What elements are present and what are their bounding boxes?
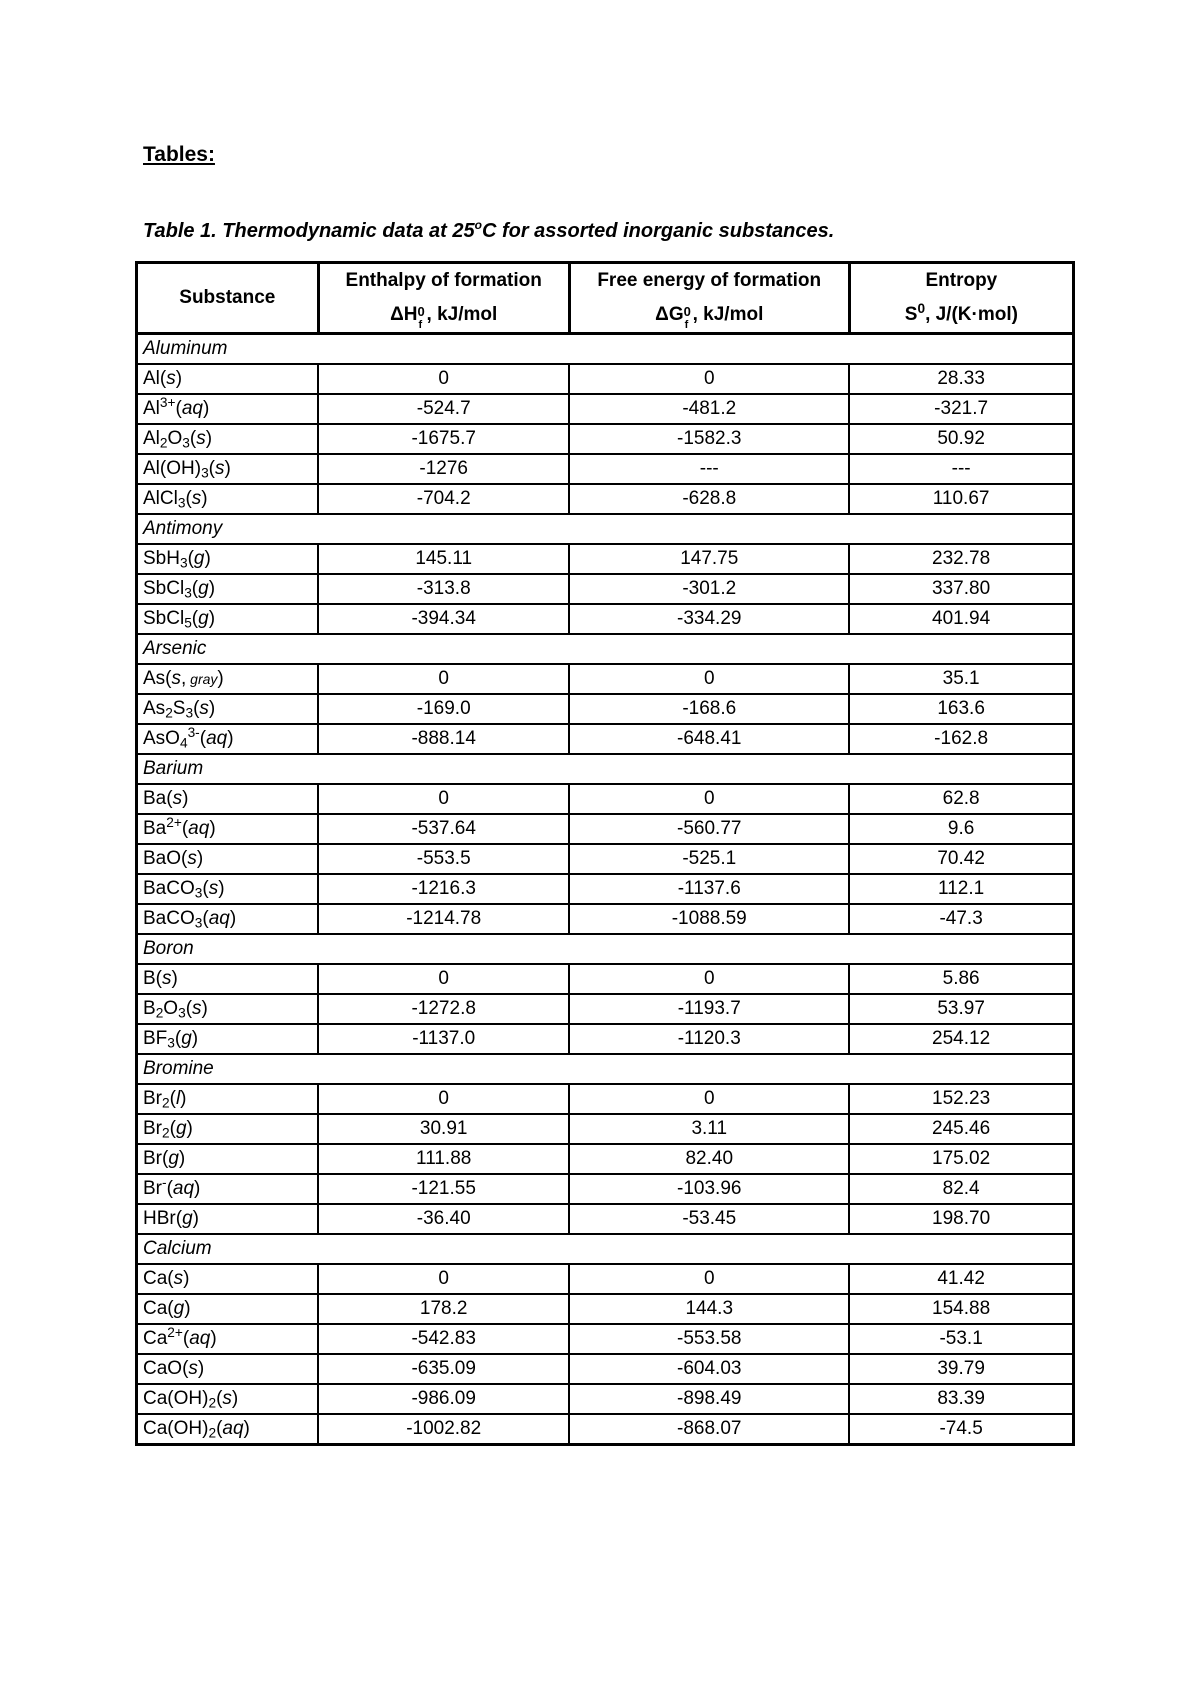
substance-cell: Ca(s)	[137, 1264, 319, 1294]
enthalpy-cell: 145.11	[318, 544, 569, 574]
table-row	[137, 364, 1074, 394]
header-free-energy-sub: f	[684, 319, 689, 331]
free-energy-cell: -1137.6	[569, 874, 849, 904]
caption-suffix: C for assorted inorganic substances.	[481, 220, 835, 242]
enthalpy-cell: 0	[318, 964, 569, 994]
substance-cell: Al(s)	[137, 364, 319, 394]
enthalpy-cell: -394.34	[318, 604, 569, 634]
header-enthalpy-title: Enthalpy of formation	[345, 270, 542, 291]
table-row	[137, 1354, 1074, 1384]
free-energy-cell: -53.45	[569, 1204, 849, 1234]
header-free-energy-symbol: ΔG	[655, 304, 684, 325]
table-row	[137, 1324, 1074, 1354]
enthalpy-cell: -1137.0	[318, 1024, 569, 1054]
group-row	[137, 1234, 1074, 1264]
header-entropy-units: , J/(K·mol)	[925, 304, 1018, 325]
enthalpy-cell: -121.55	[318, 1174, 569, 1204]
header-enthalpy	[318, 263, 569, 334]
substance-cell: BaO(s)	[137, 844, 319, 874]
table-row	[137, 1414, 1074, 1445]
entropy-cell: 245.46	[849, 1114, 1073, 1144]
substance-cell: BaCO$_3$(s)	[137, 874, 319, 904]
header-substance: Substance	[137, 263, 319, 334]
substance-cell: Ca(g)	[137, 1294, 319, 1324]
free-energy-cell: 3.11	[569, 1114, 849, 1144]
substance-cell: $Ca(OH)_2(s)$	[137, 1384, 319, 1414]
substance-cell: $Br_2(l)$	[137, 1084, 319, 1114]
free-energy-cell: 147.75	[569, 544, 849, 574]
substance-cell: SbH$_3$(g)	[137, 544, 319, 574]
table-row	[137, 424, 1074, 454]
free-energy-cell: 82.40	[569, 1144, 849, 1174]
table-row	[137, 484, 1074, 514]
substance-cell: CaO(s)	[137, 1354, 319, 1384]
table-row	[137, 664, 1074, 694]
group-row	[137, 1054, 1074, 1084]
group-label: Arsenic	[137, 634, 1074, 664]
enthalpy-cell: -1675.7	[318, 424, 569, 454]
table-row	[137, 784, 1074, 814]
group-row	[137, 514, 1074, 544]
free-energy-cell: -560.77	[569, 814, 849, 844]
free-energy-cell: 0	[569, 364, 849, 394]
substance-cell: SbCl$_5$(g)	[137, 604, 319, 634]
thermodynamic-data-table	[135, 261, 1075, 1446]
table-row	[137, 1024, 1074, 1054]
entropy-cell: 232.78	[849, 544, 1073, 574]
group-label: Antimony	[137, 514, 1074, 544]
free-energy-cell: -1088.59	[569, 904, 849, 934]
free-energy-cell: 0	[569, 784, 849, 814]
substance-cell: Ba(s)	[137, 784, 319, 814]
substance-cell: $Ca(OH)_2(aq)$	[137, 1414, 319, 1445]
free-energy-cell: -553.58	[569, 1324, 849, 1354]
entropy-cell: 35.1	[849, 664, 1073, 694]
free-energy-cell: ---	[569, 454, 849, 484]
group-label: Barium	[137, 754, 1074, 784]
substance-cell: B(s)	[137, 964, 319, 994]
free-energy-cell: -1193.7	[569, 994, 849, 1024]
free-energy-cell: -1582.3	[569, 424, 849, 454]
substance-cell: $Br_2(g)$	[137, 1114, 319, 1144]
substance-cell: $B_2O_3(s)$	[137, 994, 319, 1024]
enthalpy-cell: 178.2	[318, 1294, 569, 1324]
enthalpy-cell: -542.83	[318, 1324, 569, 1354]
entropy-cell: 50.92	[849, 424, 1073, 454]
header-entropy	[849, 263, 1073, 334]
substance-cell: As(s, gray)	[137, 664, 319, 694]
free-energy-cell: -168.6	[569, 694, 849, 724]
group-label: Bromine	[137, 1054, 1074, 1084]
table-row	[137, 1384, 1074, 1414]
substance-cell: SbCl$_3$(g)	[137, 574, 319, 604]
enthalpy-cell: -888.14	[318, 724, 569, 754]
header-enthalpy-sub: f	[418, 319, 423, 331]
table-row	[137, 1294, 1074, 1324]
table-row	[137, 874, 1074, 904]
enthalpy-cell: -1214.78	[318, 904, 569, 934]
entropy-cell: 41.42	[849, 1264, 1073, 1294]
entropy-cell: -74.5	[849, 1414, 1073, 1445]
table-row	[137, 904, 1074, 934]
entropy-cell: 163.6	[849, 694, 1073, 724]
header-entropy-title: Entropy	[925, 270, 998, 291]
header-free-energy-sup: 0	[683, 304, 691, 319]
table-row	[137, 604, 1074, 634]
enthalpy-cell: 0	[318, 1084, 569, 1114]
enthalpy-cell: -1272.8	[318, 994, 569, 1024]
enthalpy-cell: 30.91	[318, 1114, 569, 1144]
entropy-cell: 175.02	[849, 1144, 1073, 1174]
group-label: Aluminum	[137, 334, 1074, 365]
table-row	[137, 1114, 1074, 1144]
entropy-cell: 53.97	[849, 994, 1073, 1024]
substance-cell: $Al^{3+}(aq)$	[137, 394, 319, 424]
enthalpy-cell: 0	[318, 664, 569, 694]
header-enthalpy-symbol: ΔH	[390, 304, 418, 325]
substance-cell: BaCO$_3$(aq)	[137, 904, 319, 934]
substance-cell: Br-(aq)	[137, 1174, 319, 1204]
enthalpy-cell: 0	[318, 1264, 569, 1294]
enthalpy-cell: -169.0	[318, 694, 569, 724]
free-energy-cell: 0	[569, 1084, 849, 1114]
entropy-cell: 39.79	[849, 1354, 1073, 1384]
free-energy-cell: -301.2	[569, 574, 849, 604]
enthalpy-cell: -36.40	[318, 1204, 569, 1234]
enthalpy-cell: -704.2	[318, 484, 569, 514]
enthalpy-cell: -635.09	[318, 1354, 569, 1384]
enthalpy-cell: -553.5	[318, 844, 569, 874]
enthalpy-cell: -1002.82	[318, 1414, 569, 1445]
entropy-cell: -47.3	[849, 904, 1073, 934]
entropy-cell: 28.33	[849, 364, 1073, 394]
group-label: Calcium	[137, 1234, 1074, 1264]
header-enthalpy-sup: 0	[417, 304, 425, 319]
table-row	[137, 574, 1074, 604]
enthalpy-cell: -1276	[318, 454, 569, 484]
entropy-cell: 198.70	[849, 1204, 1073, 1234]
substance-cell: Br(g)	[137, 1144, 319, 1174]
enthalpy-cell: 0	[318, 784, 569, 814]
group-row	[137, 334, 1074, 365]
entropy-cell: 62.8	[849, 784, 1073, 814]
free-energy-cell: -648.41	[569, 724, 849, 754]
free-energy-cell: -481.2	[569, 394, 849, 424]
substance-cell: $Al_2O_3(s)$	[137, 424, 319, 454]
table-row	[137, 1264, 1074, 1294]
group-row	[137, 754, 1074, 784]
substance-cell: AlCl$_3$(s)	[137, 484, 319, 514]
entropy-cell: 401.94	[849, 604, 1073, 634]
entropy-cell: 254.12	[849, 1024, 1073, 1054]
header-free-energy	[569, 263, 849, 334]
entropy-cell: 70.42	[849, 844, 1073, 874]
entropy-cell: 110.67	[849, 484, 1073, 514]
free-energy-cell: -898.49	[569, 1384, 849, 1414]
enthalpy-cell: -537.64	[318, 814, 569, 844]
table-row	[137, 964, 1074, 994]
enthalpy-cell: -313.8	[318, 574, 569, 604]
table-row	[137, 1144, 1074, 1174]
group-label: Boron	[137, 934, 1074, 964]
substance-cell: $Ca^{2+}(aq)$	[137, 1324, 319, 1354]
table-row	[137, 1174, 1074, 1204]
enthalpy-cell: -1216.3	[318, 874, 569, 904]
entropy-cell: 154.88	[849, 1294, 1073, 1324]
free-energy-cell: -604.03	[569, 1354, 849, 1384]
table-row	[137, 844, 1074, 874]
entropy-cell: 337.80	[849, 574, 1073, 604]
entropy-cell: -53.1	[849, 1324, 1073, 1354]
table-caption	[143, 213, 834, 243]
table-row	[137, 394, 1074, 424]
table-row	[137, 454, 1074, 484]
header-entropy-symbol: S	[904, 304, 918, 325]
header-entropy-sup: 0	[917, 301, 926, 317]
entropy-cell: 112.1	[849, 874, 1073, 904]
header-free-energy-title: Free energy of formation	[597, 270, 822, 291]
entropy-cell: -321.7	[849, 394, 1073, 424]
free-energy-cell: 0	[569, 664, 849, 694]
table-row	[137, 694, 1074, 724]
free-energy-cell: -334.29	[569, 604, 849, 634]
header-free-energy-units: , kJ/mol	[692, 304, 764, 325]
free-energy-cell: 0	[569, 1264, 849, 1294]
entropy-cell: 5.86	[849, 964, 1073, 994]
free-energy-cell: -628.8	[569, 484, 849, 514]
table-row	[137, 994, 1074, 1024]
table-row	[137, 544, 1074, 574]
entropy-cell: 82.4	[849, 1174, 1073, 1204]
table-row	[137, 724, 1074, 754]
group-row	[137, 634, 1074, 664]
substance-cell: $Ba^{2+}(aq)$	[137, 814, 319, 844]
enthalpy-cell: 111.88	[318, 1144, 569, 1174]
substance-cell: $BF_3(g)$	[137, 1024, 319, 1054]
group-row	[137, 934, 1074, 964]
entropy-cell: -162.8	[849, 724, 1073, 754]
free-energy-cell: -1120.3	[569, 1024, 849, 1054]
table-row	[137, 1084, 1074, 1114]
section-heading: Tables:	[143, 143, 215, 166]
entropy-cell: 152.23	[849, 1084, 1073, 1114]
free-energy-cell: -525.1	[569, 844, 849, 874]
substance-cell: AsO$_4^{3-}$(aq)	[137, 724, 319, 754]
free-energy-cell: 0	[569, 964, 849, 994]
header-enthalpy-units: , kJ/mol	[426, 304, 498, 325]
table-row	[137, 814, 1074, 844]
entropy-cell: ---	[849, 454, 1073, 484]
free-energy-cell: -868.07	[569, 1414, 849, 1445]
degree-symbol: o	[474, 218, 482, 232]
free-energy-cell: 144.3	[569, 1294, 849, 1324]
free-energy-cell: -103.96	[569, 1174, 849, 1204]
substance-cell: $As_2S_3(s)$	[137, 694, 319, 724]
table-row	[137, 1204, 1074, 1234]
caption-prefix: Table 1. Thermodynamic data at 25	[143, 220, 475, 242]
header-row	[137, 263, 1074, 334]
substance-cell: HBr(g)	[137, 1204, 319, 1234]
enthalpy-cell: -524.7	[318, 394, 569, 424]
table-body	[137, 334, 1074, 1445]
substance-cell: $Al(OH)_3(s)$	[137, 454, 319, 484]
entropy-cell: 83.39	[849, 1384, 1073, 1414]
enthalpy-cell: -986.09	[318, 1384, 569, 1414]
enthalpy-cell: 0	[318, 364, 569, 394]
entropy-cell: 9.6	[849, 814, 1073, 844]
